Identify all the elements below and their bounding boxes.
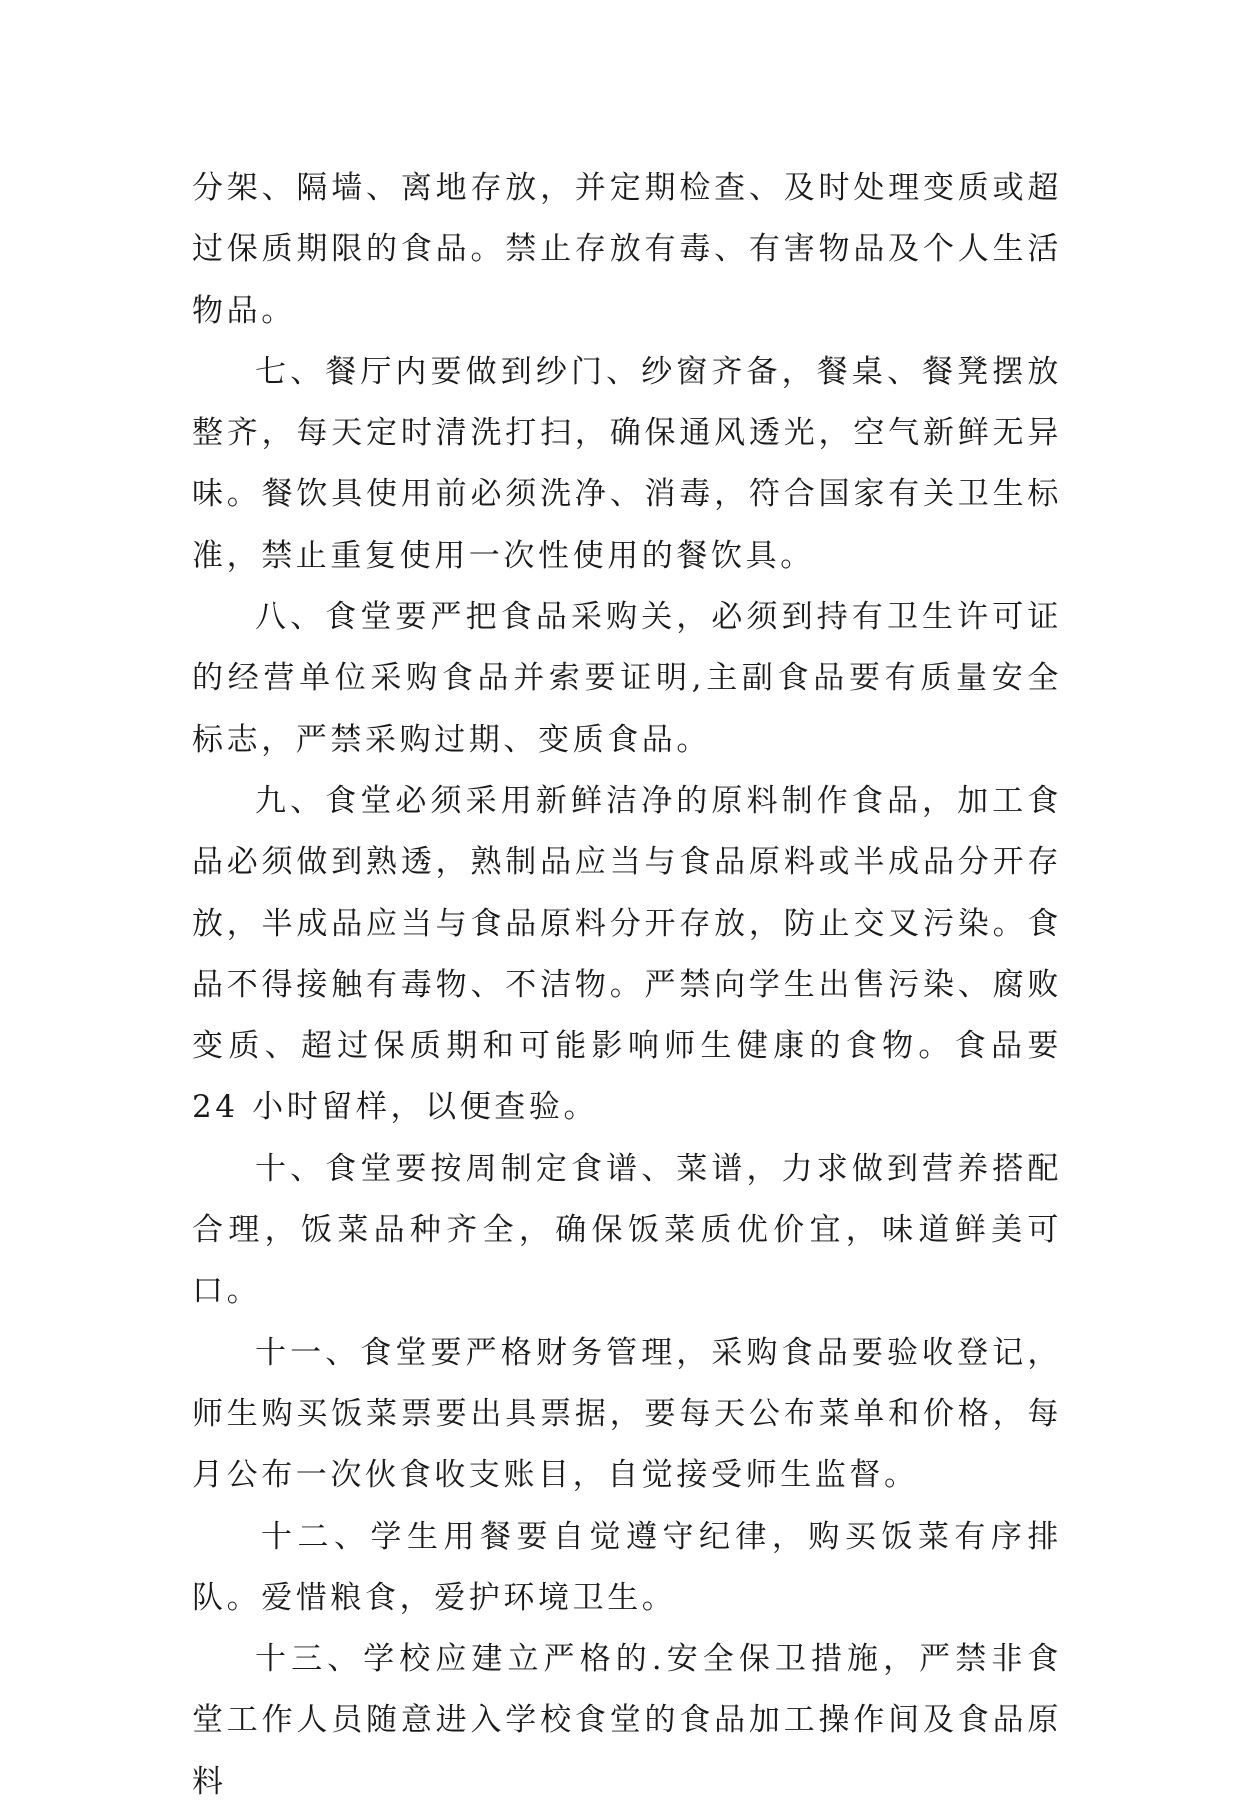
paragraph-item-8: 八、食堂要严把食品采购关，必须到持有卫生许可证的经营单位采购食品并索要证明,主副食品要有质量安全标志，严禁采购过期、变质食品。 xyxy=(192,599,1062,758)
paragraph-item-13: 十三、学校应建立严格的.安全保卫措施，严禁非食堂工作人员随意进入学校食堂的食品加工操作间及食品原料 xyxy=(192,1641,1062,1800)
paragraph-item-9: 九、食堂必须采用新鲜洁净的原料制作食品，加工食品必须做到熟透，熟制品应当与食品原料或半成品分开存放，半成品应当与食品原料分开存放，防止交叉污染。食品不得接触有毒物、不洁物。严禁向学生出售污染、腐败变质、超过保质期和可能影响师生健康的食物。食品要 24 小时留样，以便查验。 xyxy=(192,782,1062,1126)
document-body xyxy=(192,158,1062,1813)
paragraph-item-11: 十一、食堂要严格财务管理，采购食品要验收登记，师生购买饭菜票要出具票据，要每天公布菜单和价格，每月公布一次伙食收支账目，自觉接受师生监督。 xyxy=(192,1334,1062,1494)
paragraph-item-7: 七、餐厅内要做到纱门、纱窗齐备，餐桌、餐凳摆放整齐，每天定时清洗打扫，确保通风透光，空气新鲜无异味。餐饮具使用前必须洗净、消毒，符合国家有关卫生标准，禁止重复使用一次性使用的餐饮具。 xyxy=(192,353,1062,574)
paragraph-item-10: 十、食堂要按周制定食谱、菜谱，力求做到营养搭配合理，饭菜品种齐全，确保饭菜质优价宜，味道鲜美可口。 xyxy=(192,1150,1062,1310)
paragraph-item-12: 十二、学生用餐要自觉遵守纪律，购买饭菜有序排队。爱惜粮食，爱护环境卫生。 xyxy=(192,1518,1062,1616)
paragraph-continuation: 分架、隔墙、离地存放，并定期检查、及时处理变质或超过保质期限的食品。禁止存放有毒、有害物品及个人生活物品。 xyxy=(192,170,1062,329)
